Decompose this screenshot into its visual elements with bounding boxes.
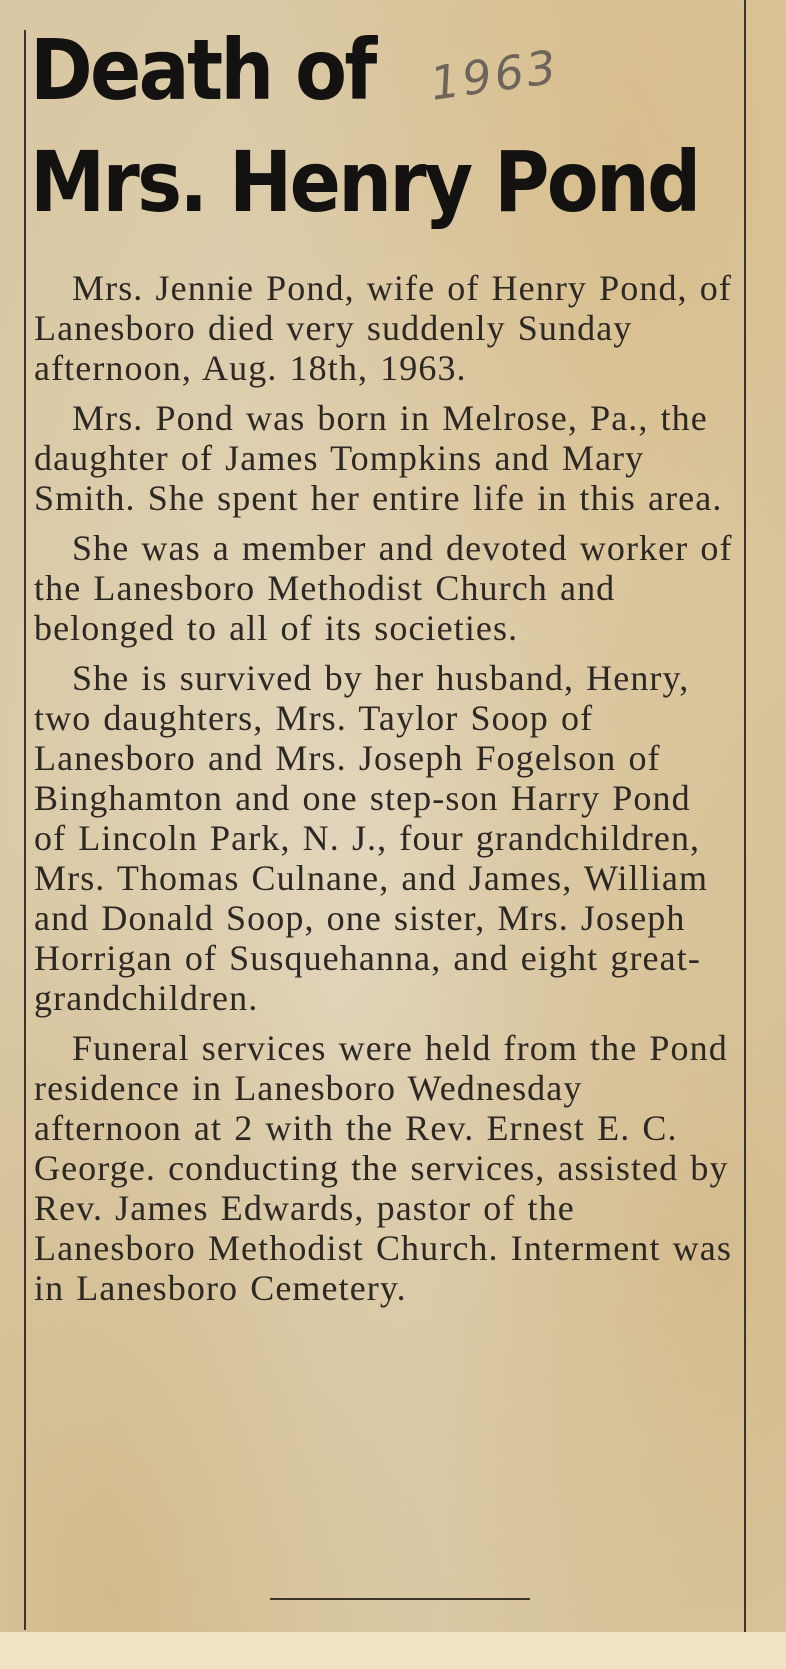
handwritten-year-note: 1963 bbox=[426, 39, 563, 111]
obituary-article bbox=[34, 268, 734, 1318]
article-paragraph-2: Mrs. Pond was born in Melrose, Pa., the daughter of James Tompkins and Mary Smith. She spent her entire life in this area. bbox=[34, 398, 723, 518]
article-paragraph-4: She is survived by her husband, Henry, two daughters, Mrs. Taylor Soop of Lanesboro and Mrs. Joseph Fogelson of Binghamton and one step-son Harry Pond of Lincoln Park, N. J., four grandchildren, Mrs. Thomas Culnane, and James, William and Donald Soop, one sister, Mrs. Joseph Horrigan of Susquehanna, and eight great-grandchildren. bbox=[34, 658, 709, 1018]
article-paragraph-5: Funeral services were held from the Pond residence in Lanesboro Wednesday afternoon at 2 with the Rev. Ernest E. C. George. conducting the services, assisted by Rev. James Edwards, pastor of the Lanesboro Methodist Church. Interment was in Lanesboro Cemetery. bbox=[34, 1028, 732, 1308]
headline bbox=[30, 14, 699, 238]
column-rule-right bbox=[744, 0, 746, 1632]
torn-paper-edge bbox=[0, 1632, 786, 1669]
end-of-article-rule bbox=[270, 1598, 530, 1600]
article-paragraph-3: She was a member and devoted worker of the Lanesboro Methodist Church and belonged to all of its societies. bbox=[34, 528, 733, 648]
headline-line-1: Death of bbox=[30, 21, 375, 119]
article-paragraph-1: Mrs. Jennie Pond, wife of Henry Pond, of Lanesboro died very suddenly Sunday afternoon, Aug. 18th, 1963. bbox=[34, 268, 732, 388]
column-rule-left bbox=[24, 30, 26, 1630]
headline-line-2: Mrs. Henry Pond bbox=[30, 133, 699, 231]
